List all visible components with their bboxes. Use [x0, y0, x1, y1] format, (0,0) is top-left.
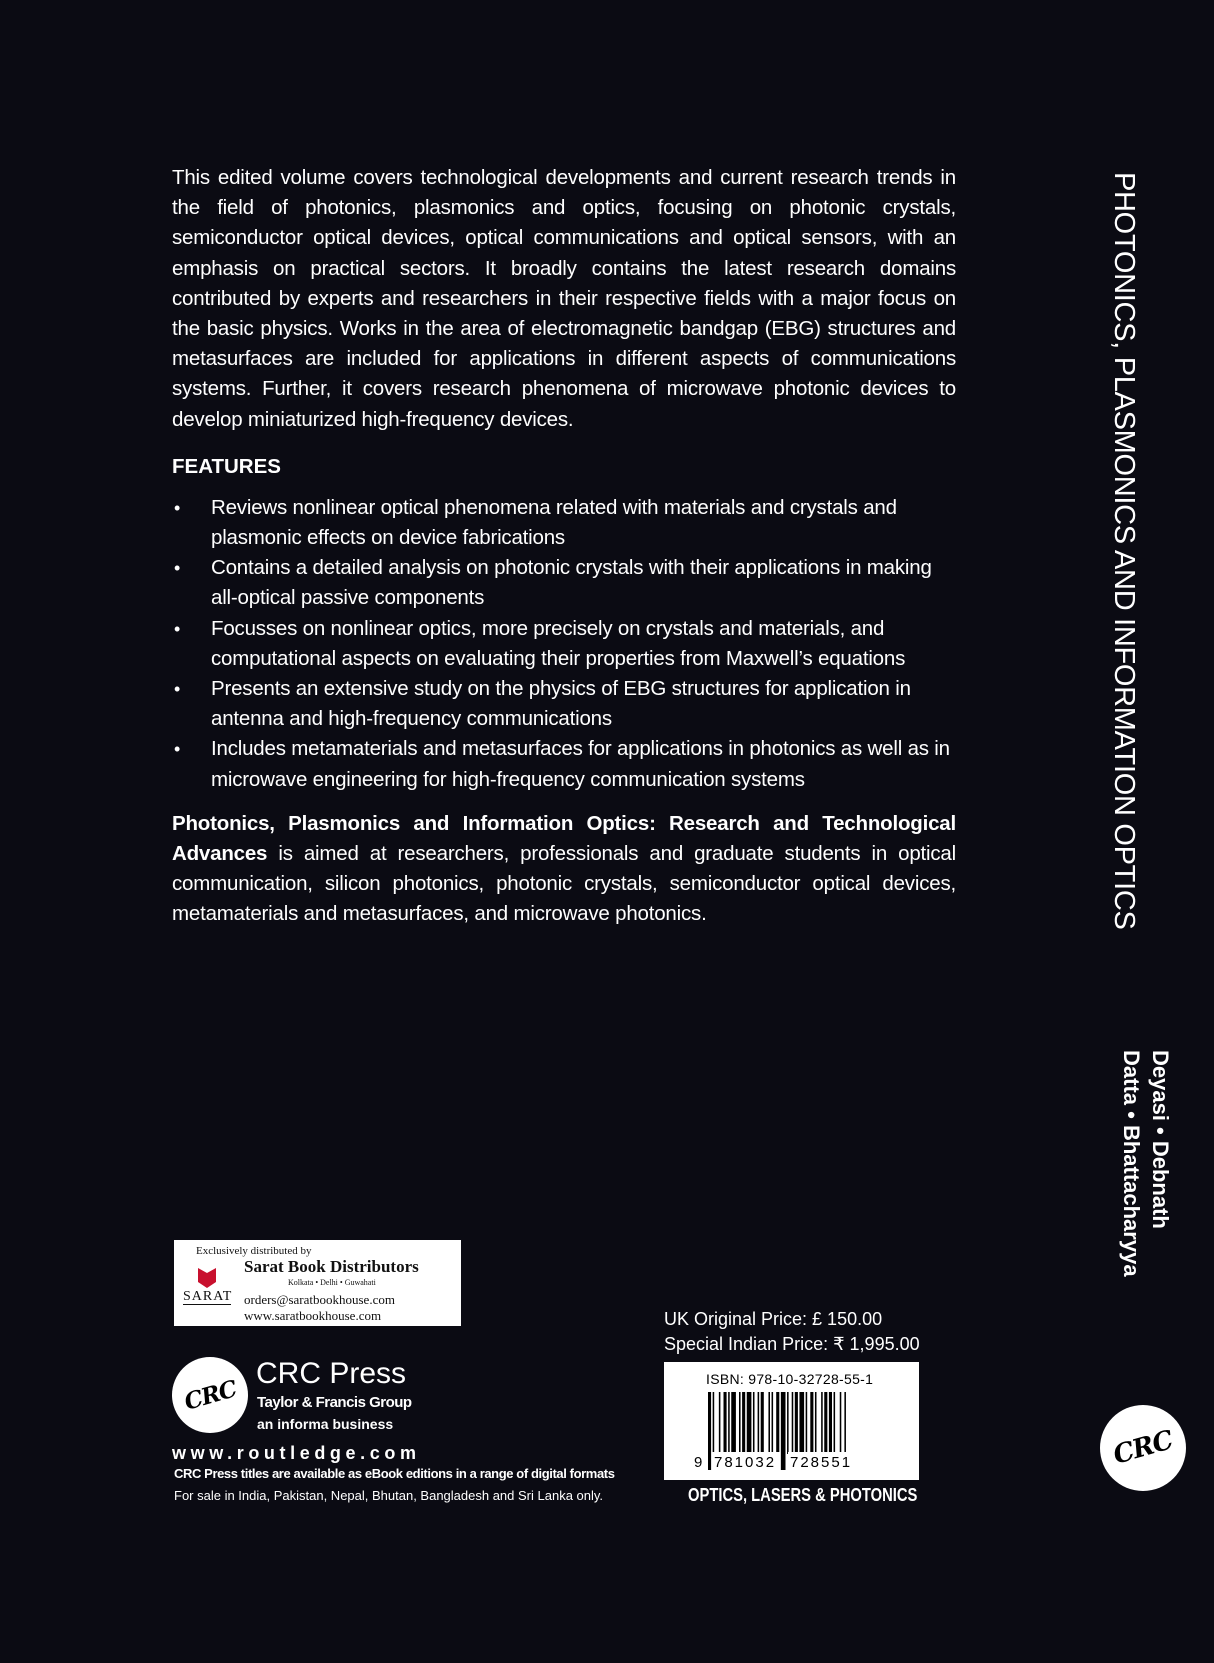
back-cover-text	[172, 163, 956, 930]
sarat-book-icon	[198, 1268, 216, 1288]
book-description: This edited volume covers technological developments and current research trends in the field of photonics, plasmonics and optics, focusing on photonic crystals, semiconductor optical devices, optical communications and optical sensors, with an emphasis on practical sectors. It broadly contains the latest research domains contributed by experts and researchers in their respective fields with a major focus on the basic physics. Works in the area of electromagnetic bandgap (EBG) structures and metasurfaces are included for applications in different aspects of communications systems. Further, it covers research phenomena of microwave photonic devices to develop miniaturized high-frequency devices.	[172, 166, 956, 431]
barcode-digits-left: 781032	[714, 1454, 777, 1471]
features-list	[172, 493, 956, 795]
barcode-bar	[795, 1392, 798, 1454]
barcode-bar	[810, 1392, 813, 1454]
barcode-bar	[806, 1392, 808, 1454]
audience-text: is aimed at researchers, professionals and graduate students in optical communication, silicon photonics, photonic crystals, semiconductor optical devices, metamaterials and metasurfaces, and microwave photonics.	[172, 842, 956, 926]
barcode-bar	[824, 1392, 827, 1454]
isbn-label: ISBN: 978-10-32728-55-1	[706, 1371, 874, 1387]
uk-price: UK Original Price: £ 150.00	[664, 1309, 883, 1329]
crc-logo: CRC	[172, 1357, 248, 1433]
barcode-bar	[739, 1392, 741, 1454]
barcode-bar	[768, 1392, 770, 1454]
barcode-bar	[781, 1392, 786, 1470]
distributor-intro: Exclusively distributed by	[196, 1245, 312, 1257]
bullet-icon: •	[174, 679, 181, 700]
barcode-bar	[772, 1392, 774, 1454]
spine-crc-logo: CRC	[1100, 1405, 1186, 1491]
barcode-bar	[829, 1392, 832, 1454]
sale-territory-note: For sale in India, Pakistan, Nepal, Bhutan, Bangladesh and Sri Lanka only.	[174, 1488, 604, 1503]
barcode-bar	[758, 1392, 760, 1454]
bullet-icon: •	[174, 739, 181, 760]
spine-title: PHOTONICS, PLASMONICS AND INFORMATION OPTICS	[1108, 172, 1140, 930]
barcode-bar	[747, 1392, 752, 1454]
distributor-name: Sarat Book Distributors	[244, 1257, 419, 1276]
feature-item: • Focusses on nonlinear optics, more precisely on crystals and materials, and computational aspects on evaluating their properties from Maxwell’s equations	[172, 614, 956, 674]
spine-authors-line-1: Deyasi • Debnath	[1148, 1050, 1173, 1229]
sarat-logo: SARAT	[183, 1268, 231, 1305]
distributor-cities: Kolkata • Delhi • Guwahati	[288, 1278, 376, 1287]
barcode-bar	[821, 1392, 823, 1454]
barcode-bar	[787, 1392, 789, 1454]
feature-item: • Presents an extensive study on the physics of EBG structures for application in antenna and high-frequency communications	[172, 674, 956, 734]
subject-category: OPTICS, LASERS & PHOTONICS	[688, 1485, 918, 1505]
publisher-website[interactable]: www.routledge.com	[172, 1443, 421, 1463]
barcode-bar	[792, 1392, 794, 1454]
book-full-title: Photonics, Plasmonics and Information Optics: Research and Technological Advances	[172, 811, 956, 866]
features-heading: FEATURES	[172, 454, 281, 478]
barcode-bar	[815, 1392, 817, 1454]
publisher-informa: an informa business	[257, 1416, 394, 1432]
barcode-digits-right: 728551	[790, 1454, 853, 1471]
barcode-bar	[761, 1392, 764, 1454]
spine-authors	[1117, 1050, 1175, 1277]
distributor-email[interactable]: orders@saratbookhouse.com	[244, 1292, 395, 1307]
audience-summary	[172, 809, 956, 930]
barcode-bar	[840, 1392, 842, 1454]
barcode-bar	[708, 1392, 711, 1470]
barcode-bar	[724, 1392, 727, 1454]
feature-item: • Contains a detailed analysis on photonic crystals with their applications in making all-optical passive components	[172, 553, 956, 613]
barcode-bar	[834, 1392, 836, 1454]
ebook-note: CRC Press titles are available as eBook editions in a range of digital formats	[174, 1466, 615, 1481]
barcode-bar	[799, 1392, 804, 1454]
distributor-box	[174, 1240, 461, 1326]
barcode-bar	[731, 1392, 736, 1454]
barcode-bar	[776, 1392, 779, 1454]
spine-authors-line-2: Datta • Bhattacharyya	[1119, 1050, 1144, 1277]
barcode-box	[664, 1362, 919, 1480]
barcode-bar	[719, 1392, 721, 1454]
barcode-bar	[728, 1392, 730, 1454]
barcode-lead-digit: 9	[694, 1454, 703, 1471]
indian-price: Special Indian Price: ₹ 1,995.00	[664, 1334, 920, 1354]
barcode-bar	[753, 1392, 755, 1454]
distributor-website[interactable]: www.saratbookhouse.com	[244, 1308, 382, 1323]
bullet-icon: •	[174, 618, 181, 639]
publisher-name: CRC Press	[256, 1357, 407, 1390]
feature-item: • Reviews nonlinear optical phenomena related with materials and crystals and plasmonic effects on device fabrications	[172, 493, 956, 553]
barcode-bar	[742, 1392, 745, 1454]
feature-item: • Includes metamaterials and metasurfaces for applications in photonics as well as in microwave engineering for high-frequency communication systems	[172, 734, 956, 794]
bullet-icon: •	[174, 497, 181, 518]
bullet-icon: •	[174, 558, 181, 579]
barcode	[664, 1362, 919, 1480]
publisher-group: Taylor & Francis Group	[257, 1394, 412, 1411]
